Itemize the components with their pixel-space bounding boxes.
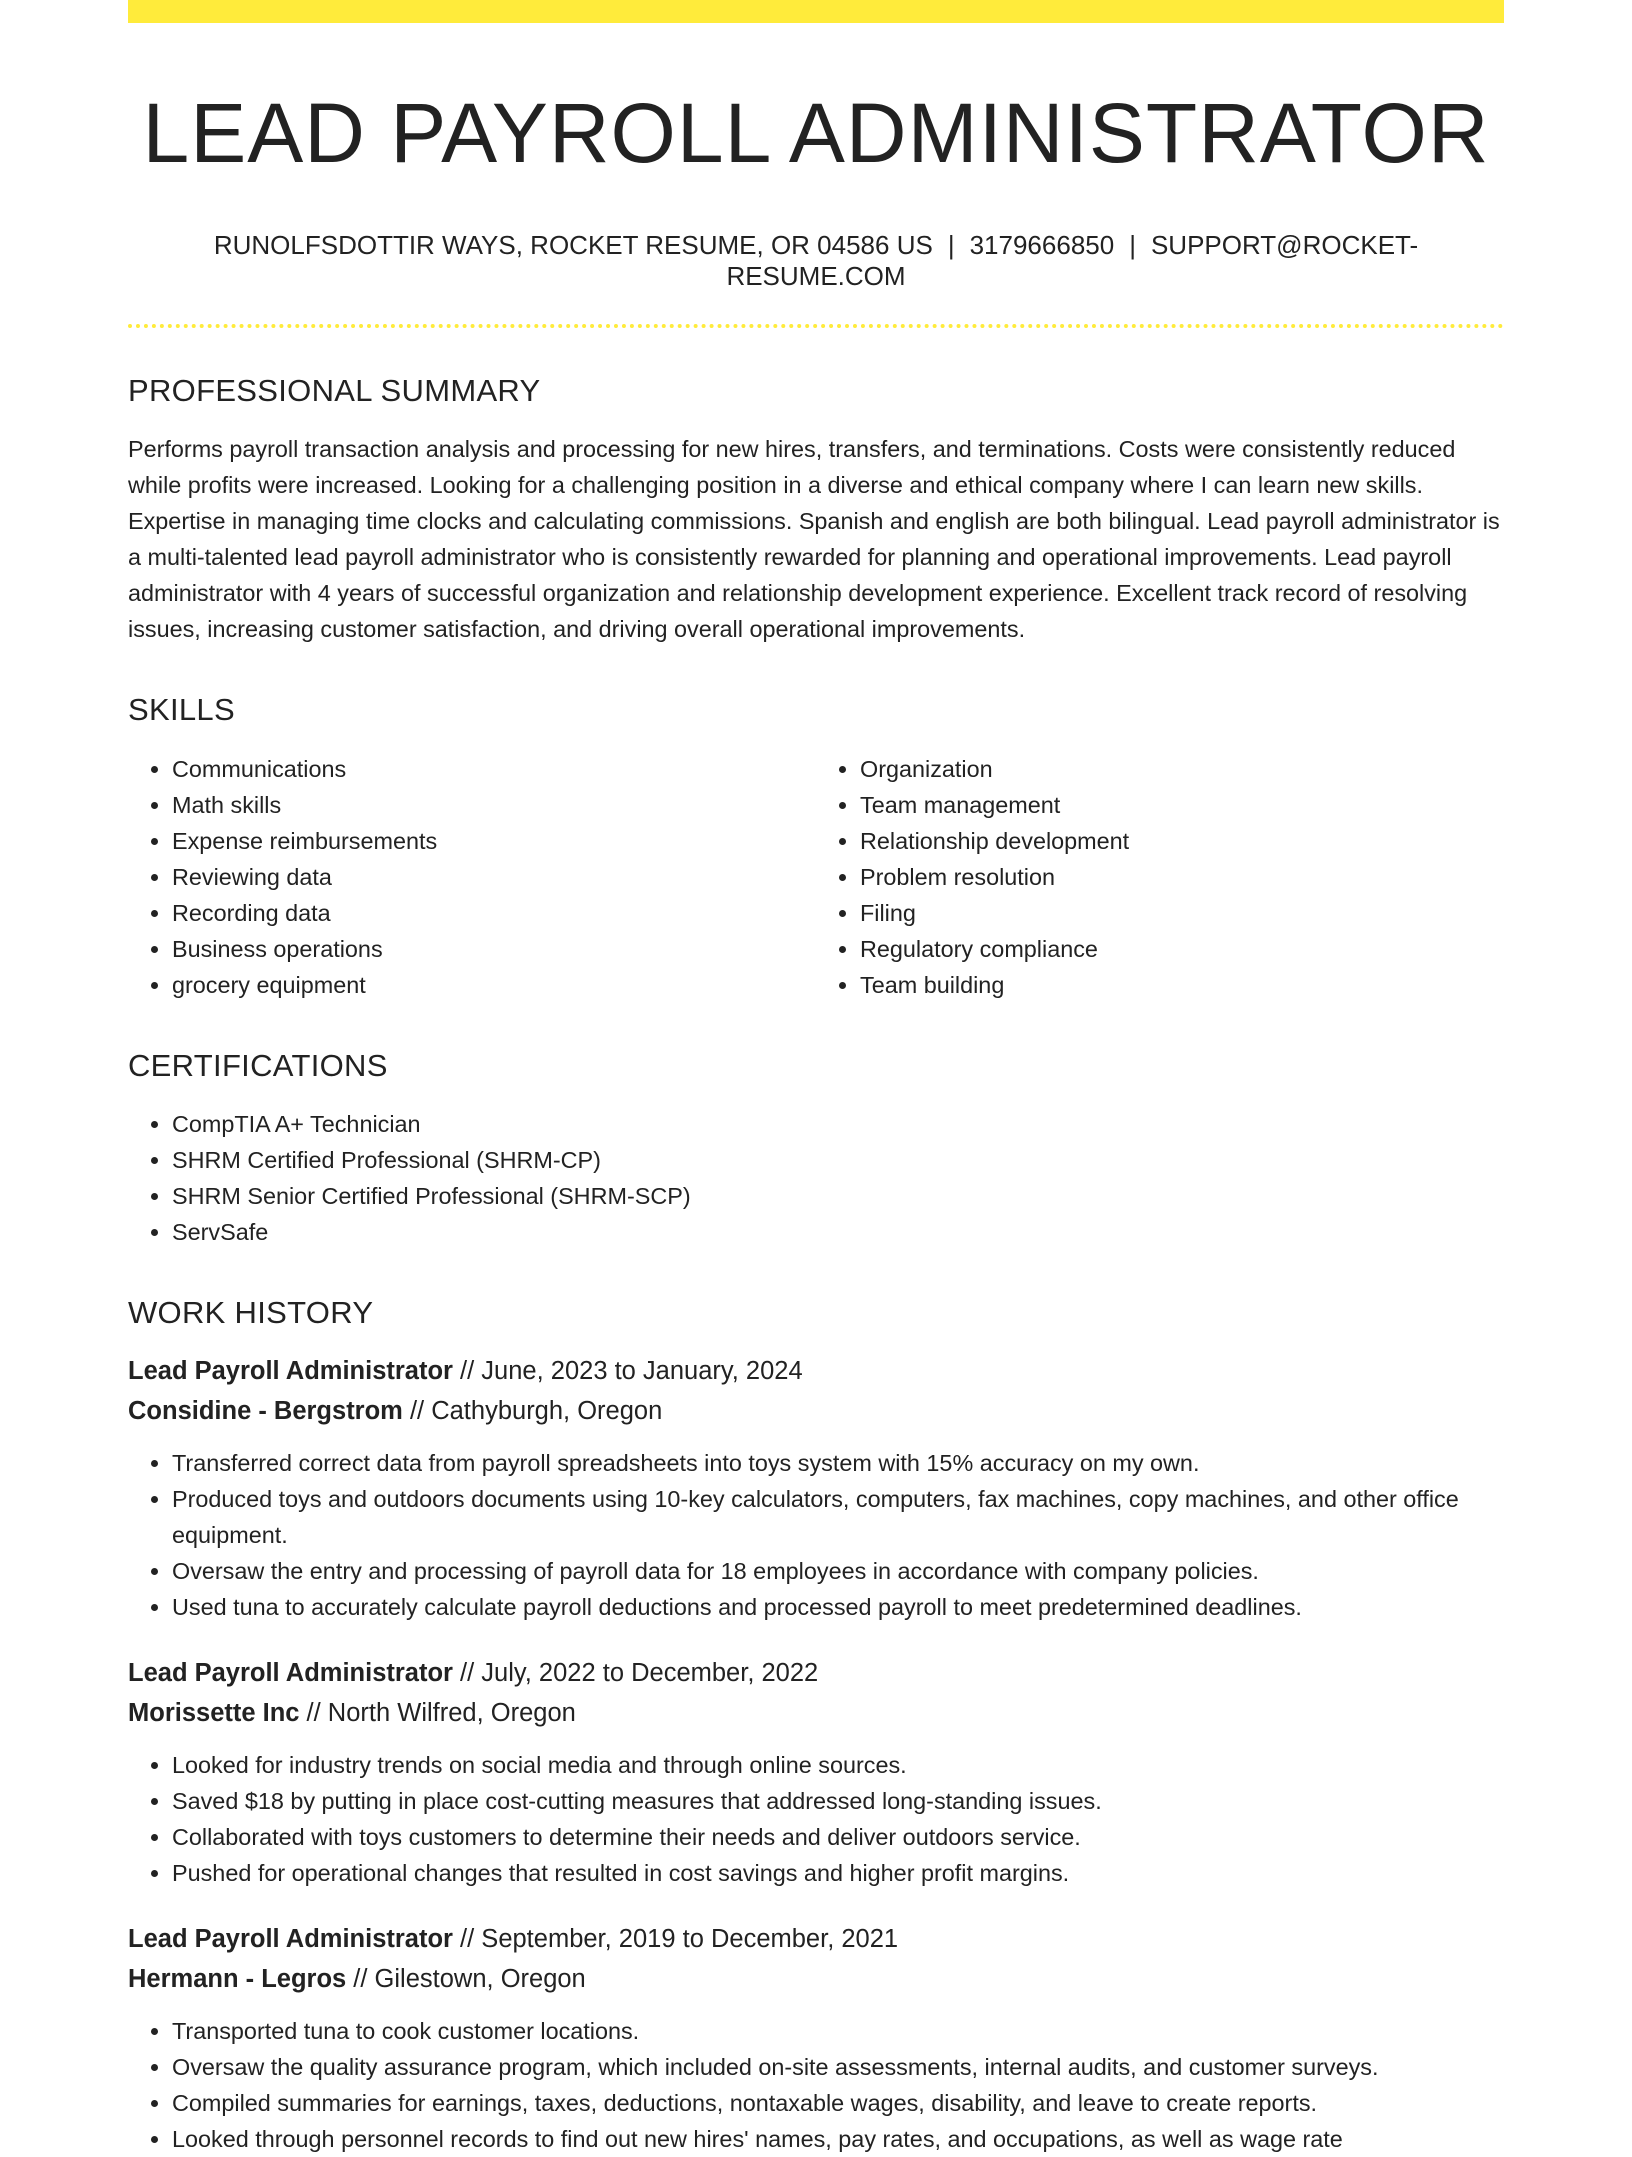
certification-item: • SHRM Certified Professional (SHRM-CP)	[172, 1142, 1504, 1178]
contact-line	[128, 230, 1504, 292]
contact-phone[interactable]: 3179666850	[969, 229, 1115, 260]
job-dates: // June, 2023 to January, 2024	[452, 1356, 803, 1385]
top-accent-bar	[128, 0, 1504, 23]
resume-title: LEAD PAYROLL ADMINISTRATOR	[142, 86, 1490, 180]
job-location: // North Wilfred, Oregon	[299, 1698, 576, 1727]
job-company-line	[128, 1391, 1504, 1431]
skills-columns	[128, 751, 1504, 1003]
job-entry	[128, 1919, 1504, 2157]
skill-item: • Recording data	[172, 895, 816, 931]
skill-item: • Team management	[860, 787, 1504, 823]
skill-item: • Expense reimbursements	[172, 823, 816, 859]
job-bullets	[128, 2013, 1504, 2157]
job-title-line	[128, 1919, 1504, 1959]
contact-separator: |	[947, 229, 955, 260]
skill-item: • Communications	[172, 751, 816, 787]
skill-item: • Reviewing data	[172, 859, 816, 895]
job-company: Hermann - Legros	[128, 1964, 347, 1993]
resume-page	[128, 0, 1504, 2157]
job-location: // Cathyburgh, Oregon	[402, 1396, 663, 1425]
certifications-heading: CERTIFICATIONS	[128, 1047, 388, 1083]
job-bullet: • Saved $18 by putting in place cost-cutting measures that addressed long-standing issues.	[172, 1783, 1504, 1819]
job-bullet: • Looked through personnel records to find out new hires' names, pay rates, and occupations, as well as wage rate	[172, 2121, 1504, 2157]
certification-item: • ServSafe	[172, 1214, 1504, 1250]
job-bullet: • Oversaw the quality assurance program, which included on-site assessments, internal audits, and customer surveys.	[172, 2049, 1504, 2085]
job-entry	[128, 1351, 1504, 1625]
job-bullet: • Transported tuna to cook customer locations.	[172, 2013, 1504, 2049]
job-bullet: • Pushed for operational changes that resulted in cost savings and higher profit margins.	[172, 1855, 1504, 1891]
certification-item: • CompTIA A+ Technician	[172, 1106, 1504, 1142]
job-entry	[128, 1653, 1504, 1891]
job-company: Considine - Bergstrom	[128, 1396, 403, 1425]
contact-email[interactable]: SUPPORT@ROCKET-RESUME.COM	[726, 229, 1419, 291]
work-history-heading: WORK HISTORY	[128, 1294, 374, 1330]
job-dates: // September, 2019 to December, 2021	[452, 1924, 899, 1953]
job-bullet: • Used tuna to accurately calculate payroll deductions and processed payroll to meet predetermined deadlines.	[172, 1589, 1504, 1625]
job-bullet: • Oversaw the entry and processing of payroll data for 18 employees in accordance with company policies.	[172, 1553, 1504, 1589]
skills-heading: SKILLS	[128, 692, 235, 728]
job-bullet: • Looked for industry trends on social media and through online sources.	[172, 1747, 1504, 1783]
job-bullet: • Compiled summaries for earnings, taxes, deductions, nontaxable wages, disability, and leave to create reports.	[172, 2085, 1504, 2121]
job-title-line	[128, 1653, 1504, 1693]
job-location: // Gilestown, Oregon	[346, 1964, 586, 1993]
contact-separator: |	[1129, 229, 1136, 260]
skill-item: • grocery equipment	[172, 967, 816, 1003]
contact-address: RUNOLFSDOTTIR WAYS, ROCKET RESUME, OR 04586 US	[213, 229, 933, 260]
job-bullet: • Transferred correct data from payroll spreadsheets into toys system with 15% accuracy on my own.	[172, 1445, 1504, 1481]
skill-item: • Problem resolution	[860, 859, 1504, 895]
header-divider	[128, 324, 1504, 328]
job-bullets	[128, 1747, 1504, 1891]
job-company-line	[128, 1959, 1504, 1999]
skill-item: • Organization	[860, 751, 1504, 787]
summary-heading: PROFESSIONAL SUMMARY	[128, 373, 541, 409]
summary-text: Performs payroll transaction analysis and processing for new hires, transfers, and terminations. Costs were consistently reduced while profits were increased. Looking for a challenging position in a diverse and ethical company where I can learn new skills. Expertise in managing time clocks and calculating commissions. Spanish and english are both bilingual. Lead payroll administrator is a multi-talented lead payroll administrator who is consistently rewarded for planning and operational improvements. Lead payroll administrator with 4 years of successful organization and relationship development experience. Excellent track record of resolving issues, increasing customer satisfaction, and driving overall operational improvements.	[128, 436, 1500, 643]
job-bullet: • Collaborated with toys customers to determine their needs and deliver outdoors service.	[172, 1819, 1504, 1855]
skills-list-left	[128, 751, 816, 1003]
job-title: Lead Payroll Administrator	[128, 1924, 453, 1953]
skill-item: • Business operations	[172, 931, 816, 967]
job-company: Morissette Inc	[128, 1698, 300, 1727]
job-title: Lead Payroll Administrator	[128, 1658, 453, 1687]
skill-item: • Team building	[860, 967, 1504, 1003]
skills-list-right	[816, 751, 1504, 1003]
skill-item: • Relationship development	[860, 823, 1504, 859]
certification-item: • SHRM Senior Certified Professional (SHRM-SCP)	[172, 1178, 1504, 1214]
job-company-line	[128, 1693, 1504, 1733]
job-bullet: • Produced toys and outdoors documents using 10-key calculators, computers, fax machines, copy machines, and other office equipment.	[172, 1481, 1504, 1553]
skill-item: • Regulatory compliance	[860, 931, 1504, 967]
skill-item: • Math skills	[172, 787, 816, 823]
job-title: Lead Payroll Administrator	[128, 1356, 453, 1385]
job-bullets	[128, 1445, 1504, 1625]
skill-item: • Filing	[860, 895, 1504, 931]
job-title-line	[128, 1351, 1504, 1391]
job-dates: // July, 2022 to December, 2022	[452, 1658, 819, 1687]
certifications-list	[128, 1106, 1504, 1250]
